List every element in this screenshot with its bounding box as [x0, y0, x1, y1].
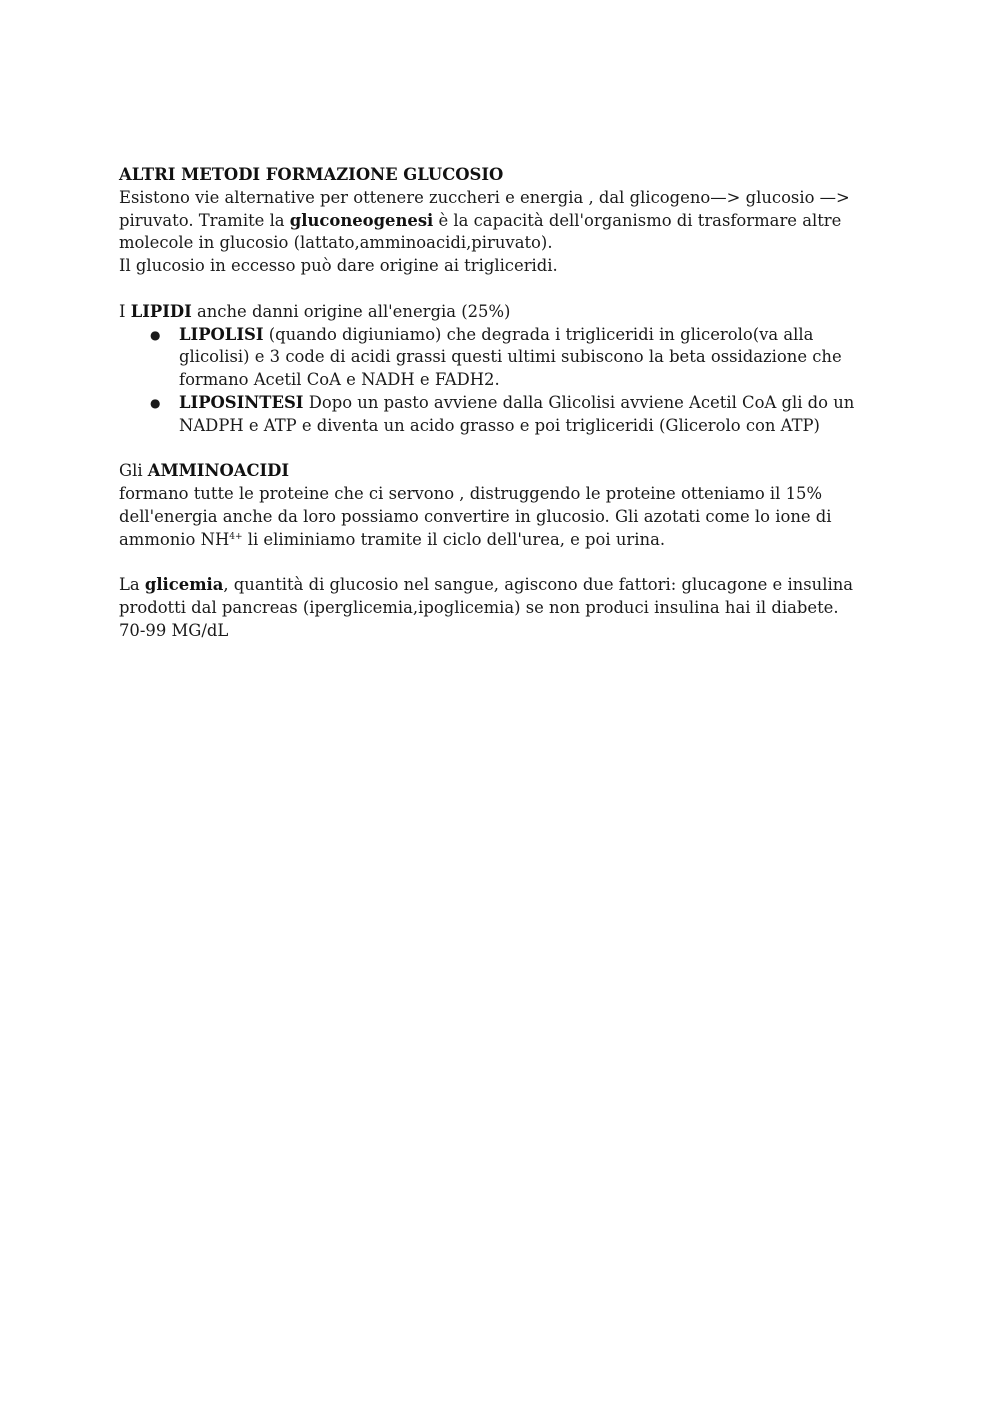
amminoacidi-term: AMMINOACIDI [147, 461, 290, 481]
document-body [119, 164, 889, 643]
intro-paragraph: Esistono vie alternative per ottenere zuccheri e energia , dal glicogeno—> glucosio —> piruvato. Tramite la gluconeogenesi è la capacità dell'organismo di trasformare altre molecole in glucosio (lattato,amminoacidi,piruvato). [119, 187, 850, 253]
ammonium-superscript: 4+ [229, 531, 243, 542]
glicemia-range: 70-99 MG/dL [119, 620, 229, 640]
document-title: ALTRI METODI FORMAZIONE GLUCOSIO [119, 165, 504, 184]
gluconeogenesi-term: gluconeogenesi [289, 210, 434, 230]
lipolisi-term: LIPOLISI [179, 324, 264, 344]
liposintesi-term: LIPOSINTESI [179, 392, 304, 412]
lipidi-term: LIPIDI [130, 301, 192, 321]
glicemia-term: glicemia [144, 575, 224, 595]
amminoacidi-heading: Gli AMMINOACIDI [119, 461, 290, 481]
blank-line [119, 438, 889, 461]
blank-line [119, 278, 889, 301]
glicemia-paragraph: La glicemia, quantità di glucosio nel sangue, agiscono due fattori: glucagone e insulina prodotti dal pancreas (iperglicemia,ipoglicemia) se non produci insulina hai il diabete. [119, 575, 854, 618]
bullet-icon: ● [150, 327, 161, 342]
lipidi-list [119, 324, 889, 438]
amminoacidi-paragraph: formano tutte le proteine che ci servono , distruggendo le proteine otteniamo il 15% dell'energia anche da loro possiamo convertire in glucosio. Gli azotati come lo ione di ammonio $NH^{4+}$ li eliminiamo tramite il ciclo dell'urea, e poi urina. [119, 484, 832, 549]
list-item-liposintesi: ● LIPOSINTESI Dopo un pasto avviene dalla Glicolisi avviene Acetil CoA gli do un NADPH e ATP e diventa un acido grasso e poi trigliceridi (Glicerolo con ATP) [150, 392, 855, 435]
glucose-excess-paragraph: Il glucosio in eccesso può dare origine ai trigliceridi. [119, 256, 558, 276]
list-item-lipolisi: ● LIPOLISI (quando digiuniamo) che degrada i trigliceridi in glicerolo(va alla glicolisi) e 3 code di acidi grassi questi ultimi subiscono la beta ossidazione che formano Acetil CoA e NADH e FADH2. [150, 324, 842, 390]
bullet-icon: ● [150, 395, 161, 410]
blank-line [119, 552, 889, 575]
lipidi-heading: I LIPIDI anche danni origine all'energia (25%) [119, 301, 511, 321]
